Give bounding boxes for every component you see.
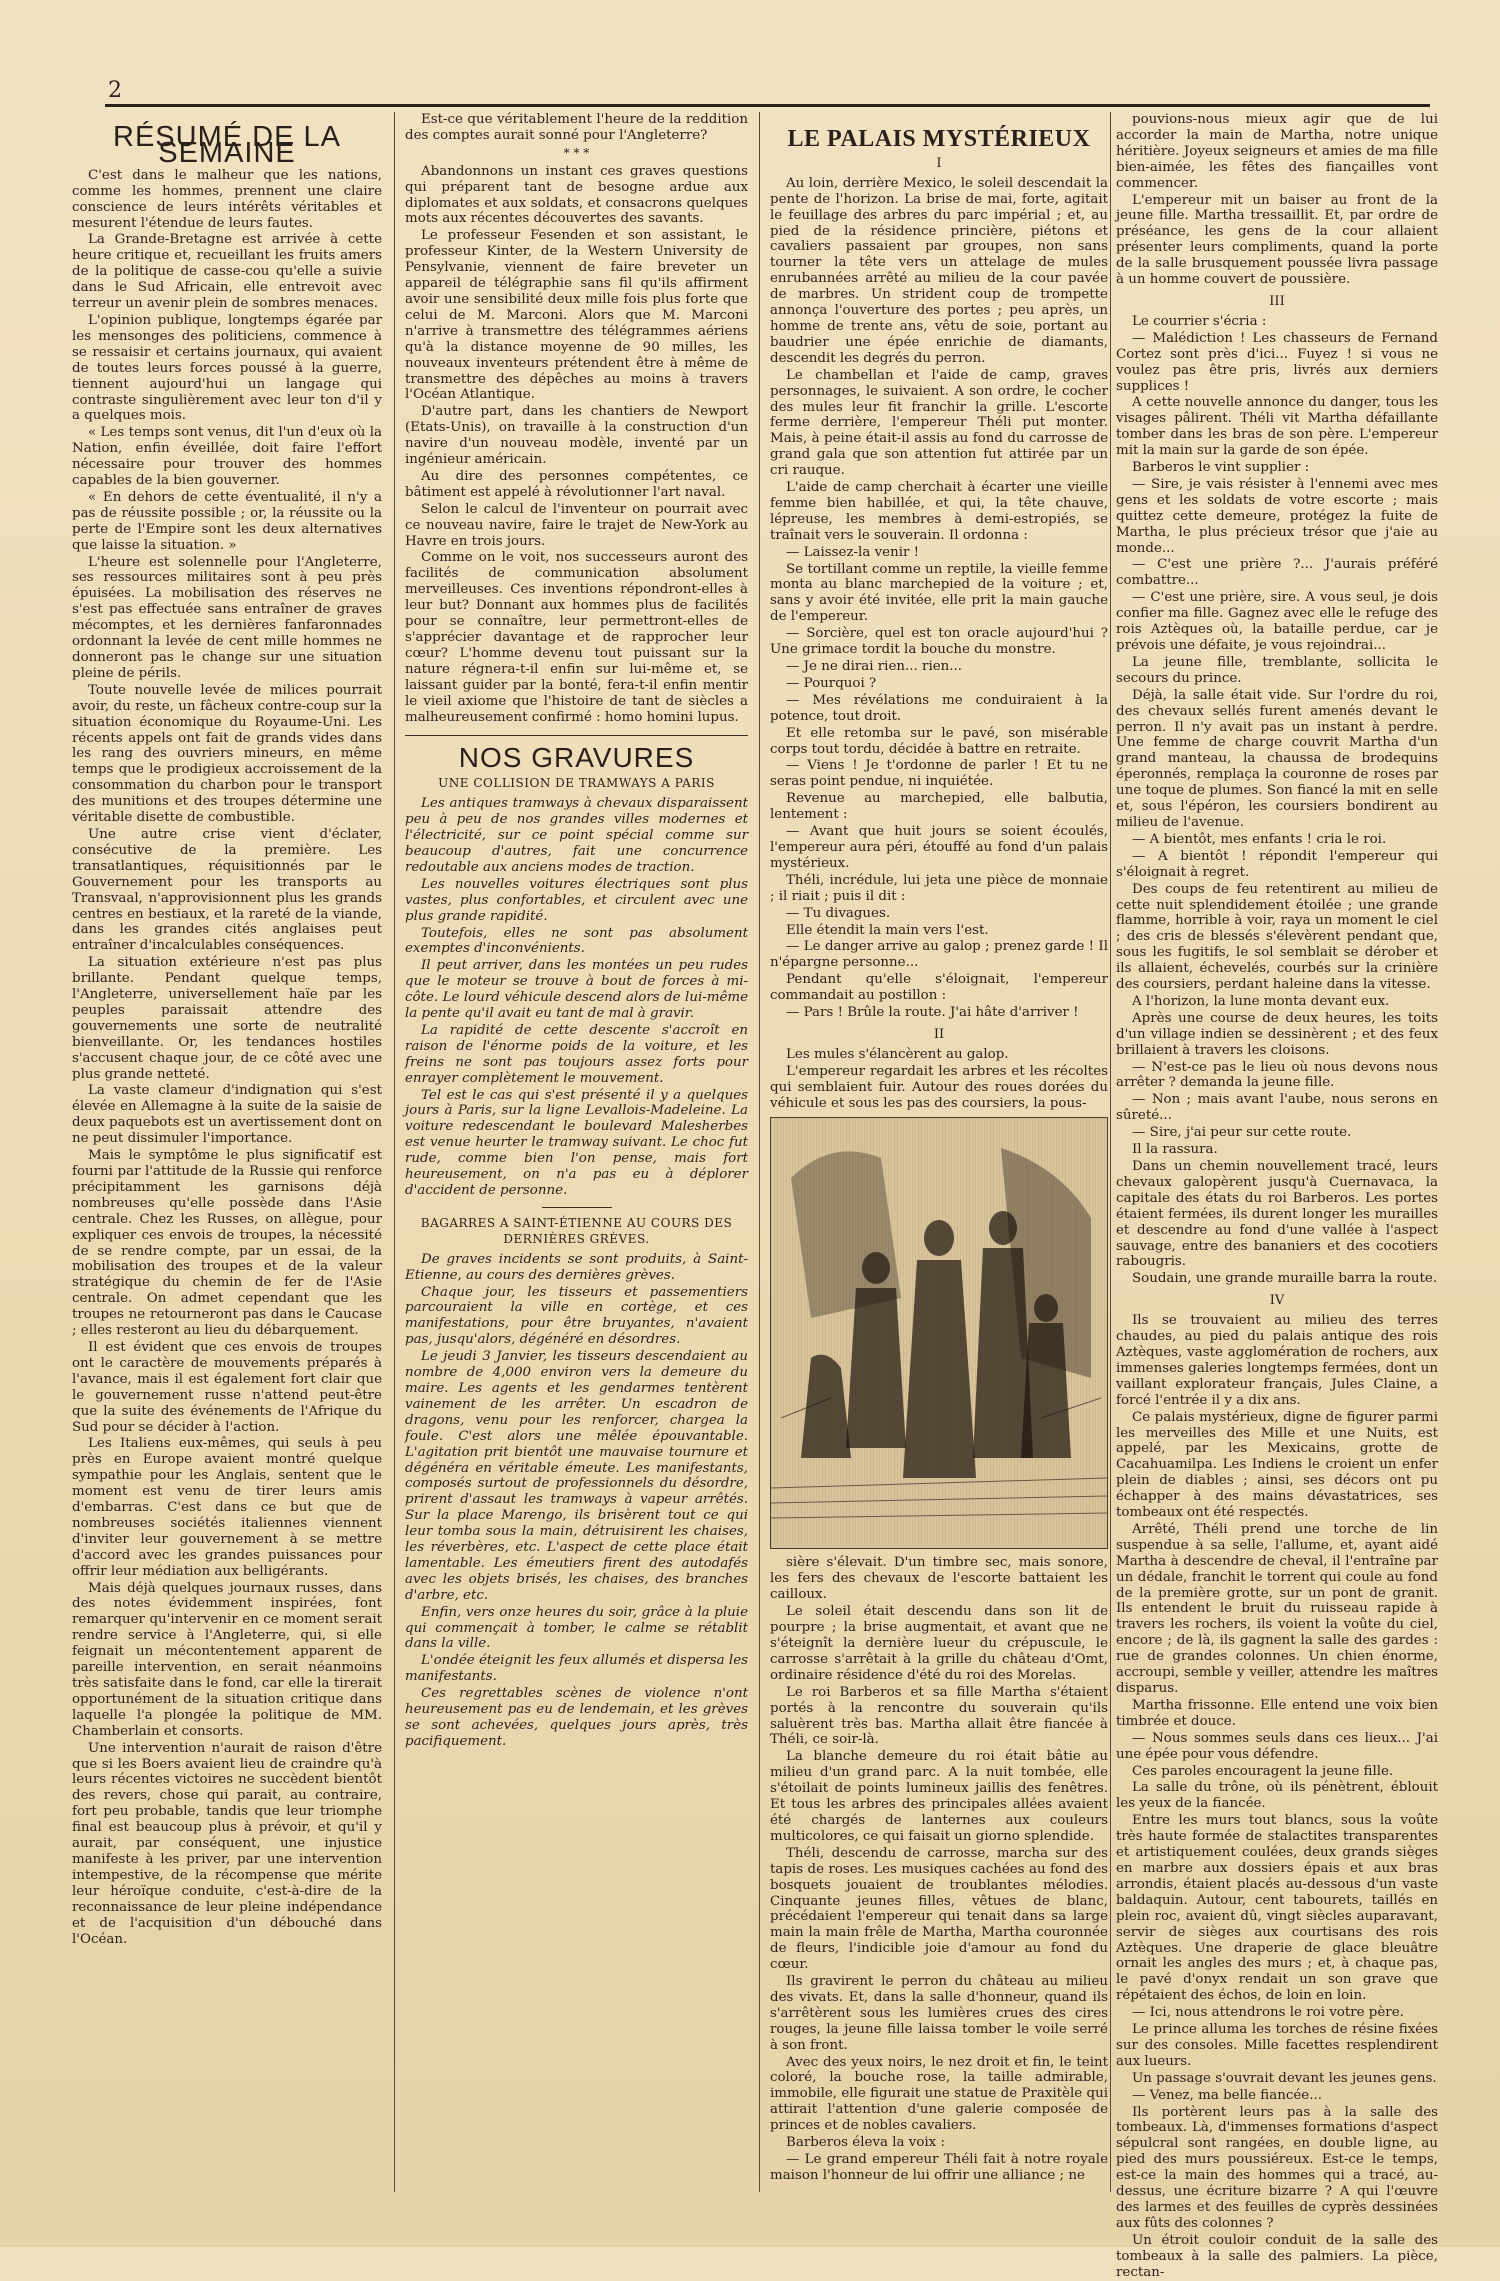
chapter-number: II [933, 1026, 945, 1042]
gravure-text-bagarres [405, 1252, 748, 1750]
paragraph: — Je ne dirai rien... rien... [786, 659, 963, 674]
paragraph: Enfin, vers onze heures du soir, grâce à la pluie qui commençait à tomber, le calme se rétablit dans la ville. [405, 1604, 748, 1652]
engraving-figures [771, 1118, 1107, 1548]
paragraph: — Le danger arrive au galop ; prenez garde ! Il n'épargne personne... [770, 939, 1108, 971]
paragraph: Toutefois, elles ne sont pas absolument exemptes d'inconvénients. [405, 925, 748, 957]
paragraph: Mais le symptôme le plus significatif est fourni par l'attitude de la Russie qui renforce précipitamment les garnisons déjà nombreuses qu'elle possède dans l'Asie centrale. Chez les Russes, on allègue, pour expliquer ces envois de troupes, la nécessité de se rendre compte, par un essai, de la mobilisation des troupes et de la valeur stratégique du chemin de fer de l'Asie centrale. On admet cependant que les troupes ne retourneront pas dans le Caucase ; elles resteront au lieu du débarquement. [72, 1148, 382, 1339]
page-number: 2 [108, 78, 122, 103]
paragraph: Se tortillant comme un reptile, la vieille femme monta au blanc marchepied de la voiture ; et, sans y avoir été invitée, elle prit la main gauche de l'empereur. [770, 561, 1108, 625]
paragraph: Théli, descendu de carrosse, marcha sur des tapis de roses. Les musiques cachées au fond des bosquets jouaient de troublantes mélodies. Cinquante jeunes filles, vêtues de blanc, précédaient l'empereur qui tenait dans sa large main la main frêle de Martha, Martha couronnée de fleurs, l'indicible joie d'amour au fond du cœur. [770, 1845, 1108, 1973]
paragraph: Ils gravirent le perron du château au milieu des vivats. Et, dans la salle d'honneur, quand ils s'arrêtèrent sous les lumières crues des cires rouges, la jeune fille laissa tomber le voile serré à son front. [770, 1974, 1108, 2053]
paragraph: Toute nouvelle levée de milices pourrait avoir, du reste, un fâcheux contre-coup sur la situation économique du Royaume-Uni. Les récents appels ont fait de grands vides dans les rang des ouvriers mineurs, en même temps que le prodigieux accroissement de la consommation du charbon pour le transport des munitions et des troupes détermine une véritable disette de combustible. [72, 682, 382, 826]
paragraph: L'empereur mit un baiser au front de la jeune fille. Martha tressaillit. Et, par ordre de préséance, les gens de la cour allaient présenter leurs compliments, quand la porte de la salle brusquement poussée livra passage à un homme couvert de poussière. [1116, 192, 1438, 288]
paragraph: De graves incidents se sont produits, à Saint-Etienne, au cours des dernières grèves. [405, 1251, 748, 1283]
paragraph: Déjà, la salle était vide. Sur l'ordre du roi, des chevaux sellés furent amenés devant le perron. Il n'y avait pas un instant à perdre. Une femme de charge couvrit Martha d'un grand manteau, la chaussa de brodequins éperonnés, remplaça la couronne de roses par une toque de plumes. Son fiancé la mit en selle et, sous l'épéron, les coursiers bondirent au milieu de l'avenue. [1116, 687, 1438, 830]
paragraph: — Viens ! Je t'ordonne de parler ! Et tu ne seras point pendue, ni inquiétée. [770, 758, 1108, 790]
column-separator [759, 112, 760, 2192]
paragraph: La rapidité de cette descente s'accroît en raison de l'énorme poids de la voiture, et les freins ne sont pas toujours assez forts pour enrayer complètement le mouvement. [405, 1022, 748, 1086]
paragraph: Chaque jour, les tisseurs et passementiers parcouraient la ville en cortège, et ces manifestations, pour être bruyantes, n'avaient pas, jusqu'alors, dégénéré en désordres. [405, 1284, 748, 1348]
paragraph: Pendant qu'elle s'éloignait, l'empereur commandait au postillon : [770, 972, 1108, 1004]
feuilleton-title: LE PALAIS MYSTÉRIEUX [787, 126, 1091, 152]
paragraph: Les Italiens eux-mêmes, qui seuls à peu près en Europe avaient montré quelque sympathie pour les Anglais, sentent que le moment est venu de tirer leurs amis d'embarras. C'est dans ce but que de nombreuses sociétés italiennes viennent d'inviter leur gouvernement à se mettre d'accord avec les grandes puissances pour offrir leur médiation aux belligérants. [72, 1436, 382, 1579]
paragraph: Comme on le voit, nos successeurs auront des facilités de communication absolument merveilleuses. Ces inventions répondront-elles à leur but? Donnant aux hommes plus de facilités pour se connaître, leur permettront-elles de s'apprécier davantage et de rapprocher leur cœur? L'homme devenu tout puissant sur la nature régnera-t-il enfin sur lui-même et, se laissant guider par la bonté, fera-t-il enfin mentir le vieil axiome que l'histoire de tant de siècles a malheureusement confirmé : homo homini lupus. [405, 550, 748, 725]
paragraph: Martha frissonne. Elle entend une voix bien timbrée et douce. [1116, 1697, 1438, 1729]
paragraph: Des coups de feu retentirent au milieu de cette nuit splendidement étoilée ; une grande flamme, horrible à voir, raya un moment le ciel ; des cris de blessés s'élevèrent pendant que, sous les fugitifs, le sol semblait se dérober et ils allaient, échevelés, courbés sur la crinière des coursiers, perdant haleine dans la vitesse. [1116, 881, 1438, 993]
paragraph: Au dire des personnes compétentes, ce bâtiment est appelé à révolutionner l'art naval. [405, 468, 748, 500]
paragraph: — Non ; mais avant l'aube, nous serons en sûreté... [1116, 1092, 1438, 1124]
gravure-text-tramways [405, 796, 748, 1199]
paragraph: — Avant que huit jours se soient écoulés, l'empereur aura péri, étouffé au fond d'un palais mystérieux. [770, 824, 1108, 871]
paragraph: — Sorcière, quel est ton oracle aujourd'hui ? Une grimace tordit la bouche du monstre. [770, 626, 1108, 658]
paragraph: Les antiques tramways à chevaux disparaissent peu à peu de nos grandes villes modernes et l'électricité, sur ce point spécial comme sur beaucoup d'autres, fait une concurrence redoutable aux anciens modes de traction. [405, 796, 748, 875]
paragraph: « Les temps sont venus, dit l'un d'eux où la Nation, enfin éveillée, doit faire l'effort nécessaire pour trouver des hommes capables de la bien gouverner. [72, 425, 382, 489]
column-palais-1 [770, 112, 1108, 2182]
paragraph: D'autre part, dans les chantiers de Newport (Etats-Unis), on travaille à la construction d'un navire d'un nouveau modèle, inventé par un ingénieur américain. [405, 404, 748, 468]
paragraph: Dans un chemin nouvellement tracé, leurs chevaux galopèrent jusqu'à Cuernavaca, la capitale des états du roi Barberos. Les portes étaient fermées, ils durent longer les murailles et descendre au fond d'une vallée à l'aspect sauvage, entre des bananiers et des cocotiers rabougris. [1116, 1159, 1438, 1270]
section-rule [405, 735, 748, 736]
paragraph: Après une course de deux heures, les toits d'un village indien se dessinèrent ; et des feux brillaient à travers les cloisons. [1116, 1010, 1438, 1058]
paragraph: Il la rassura. [1132, 1142, 1218, 1158]
paragraph: — Tu divagues. [786, 905, 891, 921]
paragraph: Soudain, une grande muraille barra la route. [1132, 1271, 1438, 1287]
chapter-number: IV [1269, 1293, 1285, 1309]
paragraph: Les nouvelles voitures électriques sont plus vastes, plus confortables, et circulent avec une plus grande rapidité. [405, 876, 748, 924]
paragraph: — A bientôt, mes enfants ! cria le roi. [1132, 831, 1387, 847]
gravure-subtitle-bagarres: BAGARRES A SAINT-ÉTIENNE AU COURS DES DERNIÈRES GRÈVES. [420, 1215, 733, 1246]
paragraph: — A bientôt ! répondit l'empereur qui s'éloignait à regret. [1116, 848, 1438, 880]
paragraph: — Pars ! Brûle la route. J'ai hâte d'arriver ! [786, 1005, 1079, 1021]
short-rule [542, 1207, 612, 1208]
paragraph: — Mes révélations me conduiraient à la potence, tout droit. [770, 692, 1108, 724]
paragraph: Ce palais mystérieux, digne de figurer parmi les merveilles des Mille et une Nuits, est appelé, par les Mexicains, grotte de Cacahuamilpa. Les Indiens le croient un enfer plein de diables ; ainsi, ses décors ont pu échapper à des mains dévastatrices, ses tombeaux ont été respectés. [1116, 1409, 1438, 1521]
paragraph: La salle du trône, où ils pénètrent, éblouit les yeux de la fiancée. [1116, 1780, 1438, 1812]
paragraph: Il peut arriver, dans les montées un peu rudes que le moteur se trouve à bout de forces à mi-côte. Le lourd véhicule descend alors de lui-même la pente qu'il avait eu tant de mal à gravir. [405, 958, 748, 1022]
paragraph: Revenue au marchepied, elle balbutia, lentement : [770, 791, 1108, 823]
paragraph: Elle étendit la main vers l'est. [786, 922, 989, 938]
paragraph: Les mules s'élancèrent au galop. [786, 1046, 1009, 1062]
paragraph: Une autre crise vient d'éclater, consécutive de la première. Les transatlantiques, réquisitionnés par le Gouvernement pour les transports au Transvaal, n'approvisionnent plus les grands centres en bestiaux, et la rareté de la viande, dans les grandes cités anglaises peut entraîner d'incalculables conséquences. [72, 826, 382, 954]
paragraph: L'empereur regardait les arbres et les récoltes qui semblaient fuir. Autour des roues dorées du véhicule et sous les pas des coursiers, la pous- [770, 1063, 1108, 1111]
top-rule [105, 104, 1430, 107]
paragraph: Au loin, derrière Mexico, le soleil descendait la pente de l'horizon. La brise de mai, forte, agitait le feuillage des arbres du parc impérial ; et, au pied de la résidence princière, piétons et cavaliers passaient par groupes, non sans tourner la tête vers un attelage de mules enrubannées arrêté au milieu de la cour pavée de marbres. Un strident coup de trompette annonça l'ouverture des portes ; peu après, un homme de trente ans, vêtu de soie, portant au baudrier une épée enrichie de diamants, descendit les degrés du perron. [770, 175, 1108, 366]
paragraph: « En dehors de cette éventualité, il n'y a pas de réussite possible ; or, la réussite ou la perte de l'Empire sont les deux alternatives que laisse la situation. » [72, 489, 382, 553]
paragraph: sière s'élevait. D'un timbre sec, mais sonore, les fers des chevaux de l'escorte battaient les cailloux. [770, 1555, 1108, 1603]
paragraph: — N'est-ce pas le lieu où nous devons nous arrêter ? demanda la jeune fille. [1116, 1059, 1438, 1091]
paragraph: Et elle retomba sur le pavé, son misérable corps tout tordu, décidée à battre en retraite. [770, 725, 1108, 757]
paragraph: — Malédiction ! Les chasseurs de Fernand Cortez sont près d'ici... Fuyez ! si vous ne voulez pas être pris, livrés aux derniers supplices ! [1116, 330, 1438, 394]
paragraph: Avec des yeux noirs, le nez droit et fin, le teint coloré, la bouche rose, la taille admirable, immobile, elle figurait une statue de Praxitèle qui attirait l'attention d'une galerie composée de princes et de nobles cavaliers. [770, 2054, 1108, 2134]
paragraph: Le professeur Fesenden et son assistant, le professeur Kinter, de la Western University de Pensylvanie, viennent de faire breveter un appareil de télégraphie sans fil qu'ils affirment avoir une sensibilité deux mille fois plus forte que celui de M. Marconi. Alors que M. Marconi n'arrive à transmettre des télégrammes aériens qu'à la distance moyenne de 90 milles, les nouveaux inventeurs prétendent être à même de transmettre des dépêches au moins à travers l'Océan Atlantique. [405, 228, 748, 403]
paragraph: L'opinion publique, longtemps égarée par les mensonges des politiciens, commence à se ressaisir et certains journaux, qui avaient de toutes leurs forces poussé à la guerre, tiennent aujourd'hui un langage qui contraste singulièrement avec leur ton d'il y a quelques mois. [72, 312, 382, 424]
paragraph: — Nous sommes seuls dans ces lieux... J'ai une épée pour vous défendre. [1116, 1730, 1438, 1762]
paragraph: La jeune fille, tremblante, sollicita le secours du prince. [1116, 654, 1438, 686]
paragraph: pouvions-nous mieux agir que de lui accorder la main de Martha, notre unique héritière. Joyeux seigneurs et amies de ma fille bien-aimée, les fêtes des fiançailles vont commencer. [1116, 112, 1438, 191]
resume-body [72, 168, 382, 1948]
paragraph: Le prince alluma les torches de résine fixées sur des consoles. Mille facettes resplendirent aux lueurs. [1116, 2022, 1438, 2069]
column-separator [1110, 112, 1111, 2192]
column-resume [72, 112, 382, 2182]
paragraph: C'est dans le malheur que les nations, comme les hommes, prennent une claire conscience de leurs intérêts véritables et mesurent l'étendue de leurs fautes. [72, 167, 382, 231]
column-palais-2 [1116, 112, 1438, 2280]
chapter-number: I [936, 155, 942, 171]
gravure-subtitle-tramways: UNE COLLISION DE TRAMWAYS A PARIS [438, 776, 715, 791]
paragraph: Le jeudi 3 Janvier, les tisseurs descendaient au nombre de 4,000 environ vers la demeure du maire. Les agents et les gendarmes tentèrent vainement de les arrêter. Un escadron de dragons, venu pour les renforcer, chargea la foule. C'est alors une mêlée épouvantable. L'agitation prit bientôt une mauvaise tournure et dégénéra en véritable émeute. Les manifestants, composés surtout de professionnels du désordre, prirent d'assaut les tramways à vapeur arrêtés. Sur la place Marengo, ils brisèrent tout ce qui leur tomba sous la main, détruisirent les chaises, les réverbères, etc. L'aspect de cette place était lamentable. Les émeutiers firent des autodafés avec les objets brisés, les chaises, des branches d'arbre, etc. [405, 1349, 748, 1603]
section-stars: * * * [563, 145, 590, 160]
paragraph: L'ondée éteignit les feux allumés et dispersa les manifestants. [405, 1653, 748, 1685]
engraving-illustration [770, 1117, 1108, 1549]
paragraph: A l'horizon, la lune monta devant eux. [1132, 993, 1390, 1009]
paragraph: Ils portèrent leurs pas à la salle des tombeaux. Là, d'immenses formations d'aspect sépulcral sont rangées, en double ligne, au pied des murs poussiéreux. Est-ce le temps, est-ce la main des hommes qui a tracé, au-dessus, une écriture bizarre ? A qui l'œuvre des larmes et des feuilles de cyprès dessinées aux fûts des colonnes ? [1116, 2104, 1438, 2231]
paragraph: L'aide de camp cherchait à écarter une vieille femme bien habillée, et qui, la tête chauve, lépreuse, les membres à demi-estropiés, se traînait vers le souverain. Il ordonna : [770, 480, 1108, 543]
paragraph: Ces regrettables scènes de violence n'ont heureusement pas eu de lendemain, et les grèves se sont achevées, quelques jours après, très pacifiquement. [405, 1686, 748, 1749]
paragraph: L'heure est solennelle pour l'Angleterre, ses ressources militaires sont à peu près épuisées. La mobilisation des réserves ne s'est pas effectuée sans entraîner de graves mécomptes, et les dernières fanfaronnades ordonnant la levée de cent mille hommes ne donneront pas le change sur une situation pleine de périls. [72, 554, 382, 681]
paragraph: — Pourquoi ? [786, 675, 877, 691]
paragraph: — Venez, ma belle fiancée... [1132, 2087, 1322, 2103]
paragraph: — Sire, je vais résister à l'ennemi avec mes gens et les soldats de votre escorte ; mais quittez cette demeure, protégez la fuite de Martha, le plus précieux trésor que j'aie au monde... [1116, 476, 1438, 556]
paragraph: La vaste clameur d'indignation qui s'est élevée en Allemagne à la suite de la saisie de deux paquebots est un avertissement dont on ne peut dissimuler l'importance. [72, 1083, 382, 1147]
paragraph: Ils se trouvaient au milieu des terres chaudes, au pied du palais antique des rois Aztèques, vaste agglomération de rochers, aux immenses galeries longtemps fermées, dont un vaillant explorateur français, Jules Claine, a forcé l'entrée il y a dix ans. [1116, 1313, 1438, 1408]
paragraph: A cette nouvelle annonce du danger, tous les visages pâlirent. Théli vit Martha défaillante tomber dans les bras de son père. L'empereur mit la main sur la garde de son épée. [1116, 395, 1438, 459]
column-separator [394, 112, 395, 2192]
paragraph: — C'est une prière ?... J'aurais préféré combattre... [1116, 557, 1438, 589]
paragraph: Il est évident que ces envois de troupes ont le caractère de mouvements préparés à l'avance, mais il est également fort clair que le gouvernement russe n'attend peut-être que la suite des événements de l'Afrique du Sud pour se décider à l'action. [72, 1339, 382, 1435]
paragraph: Selon le calcul de l'inventeur on pourrait avec ce nouveau navire, faire le trajet de New-York au Havre en trois jours. [405, 501, 748, 549]
paragraph: Tel est le cas qui s'est présenté il y a quelques jours à Paris, sur la ligne Levallois-Madeleine. La voiture redescendant le boulevard Malesherbes est venue heurter le tramway suivant. Le choc fut rude, comme bien l'on pense, mais fort heureusement, on n'a pas eu à déplorer d'accident de personne. [405, 1087, 748, 1198]
paragraph: Le soleil était descendu dans son lit de pourpre ; la brise augmentait, et avant que ne s'éteignît la dernière lueur du crépuscule, le carrosse s'arrêtait à la grille du château d'Omt, ordinaire résidence d'été du roi des Morelas. [770, 1604, 1108, 1683]
chapter-number: III [1269, 293, 1285, 309]
paragraph: Barberos éleva la voix : [786, 2135, 946, 2151]
paragraph: — Sire, j'ai peur sur cette route. [1132, 1125, 1352, 1141]
column-science-gravures [405, 112, 748, 2182]
paragraph: Abandonnons un instant ces graves questions qui préparent tant de besogne ardue aux diplomates et aux soldats, et consacrons quelques mots aux récentes découvertes des savants. [405, 163, 748, 227]
paragraph: La blanche demeure du roi était bâtie au milieu d'un grand parc. A la nuit tombée, elle s'étoilait de points lumineux jaillis des fenêtres. Et tous les arbres des principales allées avaient été chargés de lanternes aux couleurs multicolores, ce qui faisait un giorno splendide. [770, 1749, 1108, 1844]
paragraph: Est-ce que véritablement l'heure de la reddition des comptes aurait sonné pour l'Angleterre? [405, 112, 748, 143]
paragraph: La situation extérieure n'est pas plus brillante. Pendant quelque temps, l'Angleterre, universellement haïe par les peuples paraissait attendre des gouvernements une sorte de neutralité bienveillante. Or, les tendances hostiles s'accusent chaque jour, de ce côté avec une plus grande netteté. [72, 955, 382, 1082]
paragraph: — Le grand empereur Théli fait à notre royale maison l'honneur de lui offrir une alliance ; ne [770, 2152, 1108, 2183]
paragraph: Barberos le vint supplier : [1132, 460, 1310, 476]
paragraph: Un passage s'ouvrait devant les jeunes gens. [1132, 2070, 1437, 2086]
paragraph: — Ici, nous attendrons le roi votre père. [1132, 2005, 1404, 2021]
paragraph: — C'est une prière, sire. A vous seul, je dois confier ma fille. Gagnez avec elle le refuge des rois Aztèques où, la bataille perdue, car je prévois une défaite, je vous rejoindrai... [1116, 590, 1438, 653]
paragraph: Ces paroles encouragent la jeune fille. [1132, 1763, 1394, 1779]
resume-title: RÉSUMÉ DE LA SEMAINE [113, 121, 341, 169]
paragraph: — Laissez-la venir ! [786, 544, 920, 560]
paragraph: Le courrier s'écria : [1132, 313, 1267, 329]
paragraph: Une intervention n'aurait de raison d'être que si les Boers avaient lieu de craindre qu'à leurs récentes victoires ne succèdent bientôt des revers, chose qui parait, au contraire, fort peu probable, tandis que leur triomphe final est beaucoup plus à prévoir, et qu'il y aurait, par conséquent, une injustice manifeste à les priver, par une intervention intempestive, de la récompense que mérite leur héroïque conduite, c'est-à-dire de la reconnaissance de leur pleine indépendance et de l'acquisition d'un débouché dans l'Océan. [72, 1740, 382, 1947]
paragraph: La Grande-Bretagne est arrivée à cette heure critique et, recueillant les fruits amers de la politique de casse-cou qu'elle a suivie dans le Sud Africain, elle entrevoit avec terreur un avenir plein de sombres menaces. [72, 232, 382, 312]
paragraph: Mais déjà quelques journaux russes, dans des notes évidemment inspirées, font remarquer qu'intervenir en ce moment serait rendre service à l'Angleterre, qui, si elle feignait un mécontentement apparent de pareille intervention, en serait néanmoins très satisfaite dans le fond, car elle la tirerait opportunément de la situation critique dans laquelle l'a plongée la politique de MM. Chamberlain et consorts. [72, 1580, 382, 1739]
paragraph: Le chambellan et l'aide de camp, graves personnages, le suivaient. A son ordre, le cocher des mules leur fit franchir la grille. L'escorte ferme derrière, l'empereur Théli put monter. Mais, à peine était-il assis au fond du carrosse de grand gala que son attention fut attirée par un cri rauque. [770, 367, 1108, 479]
paragraph: Entre les murs tout blancs, sous la voûte très haute formée de stalactites transparentes et artistiquement coulées, deux grands sièges en marbre aux dossiers épais et aux bras arrondis, étaient placés au-dessous d'un vaste baldaquin. Autour, cent tabourets, taillés en plein roc, avaient dû, vingt siècles auparavant, servir de sièges aux courtisans des rois Aztèques. Une draperie de glace bleuâtre ornait les angles des murs ; et, à chaque pas, le pavé d'onyx rendait un son grave que répétaient des échos, de loin en loin. [1116, 1813, 1438, 2004]
paragraph: Théli, incrédule, lui jeta une pièce de monnaie ; il riait ; puis il dit : [770, 872, 1108, 904]
paragraph: Arrêté, Théli prend une torche de lin suspendue à sa selle, l'allume, et, ayant aidé Martha à descendre de cheval, il l'entraîne par un dédale, franchit le torrent qui coule au fond de la première grotte, sur un pont de granit. Ils entendent le bruit du ruisseau rapide à travers les rochers, ils voient la voûte du ciel, encore ; de là, ils gagnent la salle des gardes : rue de grandes colonnes. Un chien énorme, accroupi, semble y veiller, attendre les maîtres disparus. [1116, 1521, 1438, 1696]
paragraph: Le roi Barberos et sa fille Martha s'étaient portés à la rencontre du souverain qu'ils saluèrent très bas. Martha allait être fiancée à Théli, ce soir-là. [770, 1684, 1108, 1748]
gravures-title: NOS GRAVURES [458, 742, 695, 774]
paragraph: Un étroit couloir conduit de la salle des tombeaux à la salle des palmiers. La pièce, rectan- [1116, 2232, 1438, 2280]
